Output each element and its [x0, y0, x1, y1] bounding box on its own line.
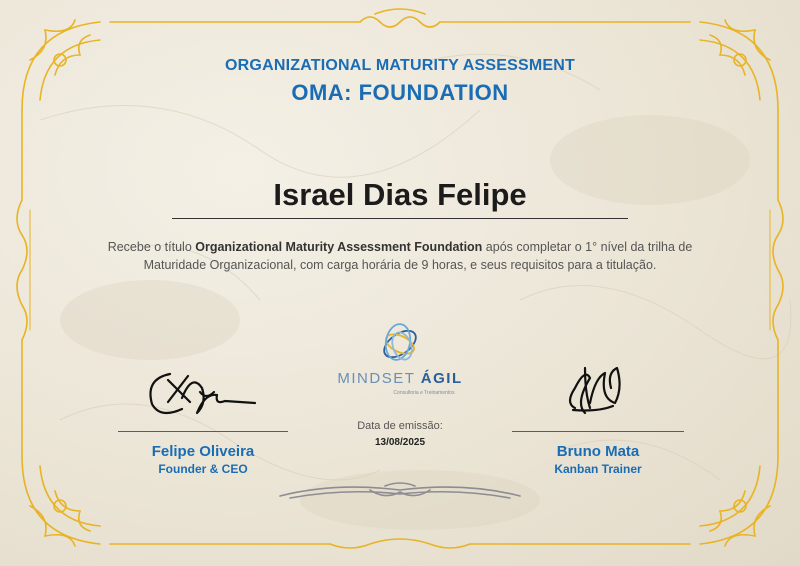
logo-brand-light: MINDSET [337, 370, 421, 387]
certificate-description [60, 238, 740, 274]
logo-brand-bold: ÁGIL [420, 370, 463, 387]
swirl-rings-logo-icon [372, 318, 428, 368]
description-line2: Maturidade Organizacional, com carga horária de 9 horas, e seus requisitos para a titulação. [143, 258, 657, 272]
level-title: OMA: FOUNDATION [291, 80, 509, 105]
left-signature-icon [140, 362, 270, 422]
logo-tagline: Consultoria e Treinamentos [393, 390, 455, 396]
right-signatory-role: Kanban Trainer [554, 462, 642, 476]
left-signatory-name: Felipe Oliveira [151, 443, 255, 460]
description-line1-suffix: após completar o 1° nível da trilha de [482, 240, 693, 254]
name-underline [172, 218, 628, 219]
silver-ribbon-scroll-icon [275, 478, 525, 508]
description-bold-title: Organizational Maturity Assessment Foundation [195, 240, 483, 254]
logo-brand [300, 370, 500, 387]
right-signature-icon [555, 358, 635, 420]
description-prefix: Recebe o título [107, 240, 196, 254]
issue-date-label: Data de emissão: [357, 420, 443, 432]
left-signature-line [118, 431, 288, 432]
issue-date-value: 13/08/2025 [374, 437, 426, 448]
program-title: ORGANIZATIONAL MATURITY ASSESSMENT [225, 57, 575, 74]
right-signatory-name: Bruno Mata [556, 443, 640, 460]
recipient-name: Israel Dias Felipe [273, 177, 527, 212]
right-signature-line [512, 431, 684, 432]
left-signatory-role: Founder & CEO [158, 462, 248, 476]
